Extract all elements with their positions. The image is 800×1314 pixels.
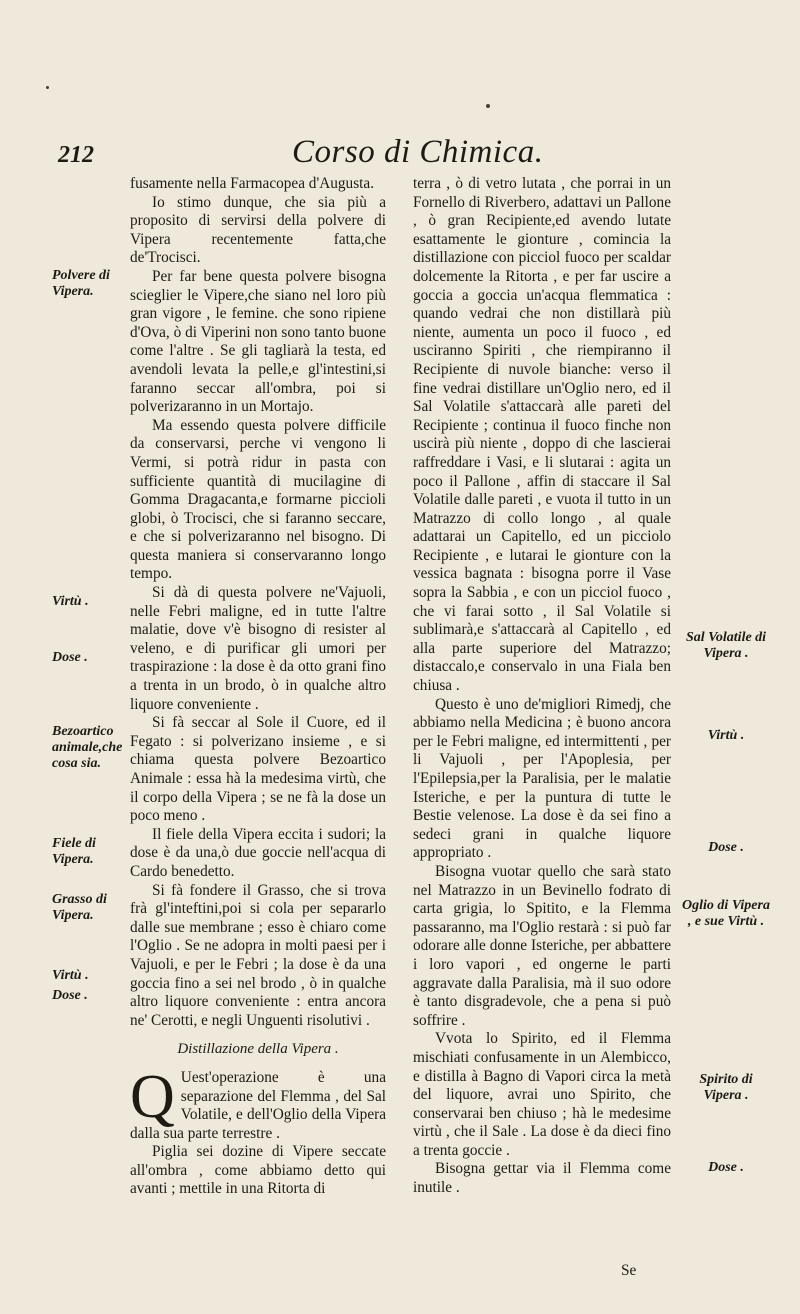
margin-note-spirito: Spirito di Vipera . [699, 1072, 753, 1103]
margin-note-virtu-right: Virtù . [707, 728, 745, 743]
drop-cap: Q [130, 1062, 175, 1131]
section-title: Distillazione della Vipera . [177, 1041, 339, 1058]
paragraph: terra , ò di vetro lutata , che porrai in un Fornello di Riverbero, adattavi un Pallone , ò gran Recipiente,ed avendo lutate esattamente le gionture , comincia la distillazione con picciol fuoco per scaldar dolcemente la Ritorta , e per far uscire a goccia a goccia un'acqua flemmatica : quando vedrai che non distillarà più niente, aumenta un poco il fuoco , ed usciranno Spiriti , che riempiranno il Recipiente di nuvole bianche: verso il fine vedrai distillare un'Oglio nero, ed il Sal Volatile s'attaccarà alle pareti del Recipiente ; continua il fuoco finche non uscirà più niente , doppo di che lascierai raffreddare i Vasi, e li slutarai : agita un poco il Pallone , affin di staccare il Sal Volatile dalle pareti , e vuota il tutto in un Matrazzo di collo longo , al quale adattarai un Capitello, ed un picciolo Recipiente , e lutarai le gionture con la vessica bagnata : bisogna porre il Vase sopra la Sabbia , e con un picciol fuoco , che vi farai sotto , il Sal Volatile si sublimarà,e s'attaccarà al Capitello , ed alla parte superiore del Matrazzo; distaccalo,e conservalo in una Fiala ben chiusa . [413, 175, 671, 695]
margin-note-virtu: Virtù . [52, 594, 89, 609]
margin-note-oglio: Oglio di Vipera , e sue Virtù . [682, 898, 770, 929]
paragraph: Bisogna vuotar quello che sarà stato nel Matrazzo in un Bevinello fodrato di carta grigia, lo Spitito, e la Flemma passaranno, ma l'Oglio restarà : si può far odorare alle donne Isteriche, per abbattere i loro vapori , ed ongerne le parti aggravate dalla Paralisia, mà il suo odore è tanto disgradevole, che a pena si può soffrire . [413, 862, 671, 1029]
paragraph-text: Uest'operazione è una separazione del Flemma , del Sal Volatile, e dell'Oglio della Vipera dalla sua parte terrestre . [130, 1068, 386, 1142]
paragraph: Piglia sei dozine di Vipere seccate all'ombra , come abbiamo detto qui avanti ; mettile in una Ritorta di [130, 1143, 386, 1198]
paragraph: Si dà di questa polvere ne'Vajuoli, nelle Febri maligne, ed in tutte l'altre malatie, dove v'è bisogno di resister al veleno, e di purificar gli umori per traspirazione : la dose è da otto grani fino a trenta in un brodo, ò in qualche altro liquore conveniente . [130, 584, 386, 713]
paragraph: fusamente nella Farmacopea d'Augusta. [130, 175, 375, 192]
paragraph: Si fà seccar al Sole il Cuore, ed il Fegato : si polverizano insieme , e si chiama questa polvere Bezoartico Animale : essa hà la medesima virtù, che il corpo della Vipera ; se ne fà la dose un poco meno . [130, 714, 386, 825]
page-number: 212 [58, 142, 94, 168]
paragraph: Bisogna gettar via il Flemma come inutile . [413, 1160, 671, 1197]
running-title: Corso di Chimica. [292, 134, 544, 170]
paragraph: Vvota lo Spirito, ed il Flemma mischiati confusamente in un Alembicco, e distilla à Bagno di Vapori circa la metà del liquore, avrai uno Spirito, che conservarai ben chiuso ; hà le medesime virtù , che il Sale . La dose è da dieci fino a trenta goccie . [413, 1030, 671, 1159]
catchword: Se [621, 1262, 637, 1279]
margin-note-bezoartico: Bezoartico animale,che cosa sia. [52, 724, 123, 771]
margin-note-virtu-2: Virtù . [52, 968, 89, 983]
margin-note-polvere: Polvere di Vipera. [52, 268, 110, 299]
margin-note-dose: Dose . [52, 650, 88, 665]
paragraph: Per far bene questa polvere bisogna scieglier le Vipere,che siano nel loro più gran vigore , le femine. che sono ripiene d'Ova, ò di Viperini non sono tanto buone come l'altre . Se gli tagliarà la testa, ed avendoli levata la pelle,e gl'intestini,si faranno seccar all'ombra, poi si polverizaranno in un Mortajo. [130, 267, 386, 416]
right-column [413, 175, 671, 1198]
paragraph: Io stimo dunque, che sia più a proposito di servirsi della polvere di Vipera recentemente fatta,che de'Trocisci. [130, 193, 386, 267]
margin-note-grasso: Grasso di Vipera. [52, 892, 107, 923]
paragraph: Il fiele della Vipera eccita i sudori; la dose è da una,ò due goccie nell'acqua di Cardo benedetto. [130, 825, 386, 880]
margin-note-dose-right-2: Dose . [708, 1160, 744, 1175]
margin-note-dose-2: Dose . [52, 988, 88, 1003]
ink-speck [486, 104, 490, 108]
paragraph-dropcap [130, 1062, 386, 1143]
left-column [130, 175, 386, 1199]
margin-note-dose-right: Dose . [708, 840, 744, 855]
margin-note-sal-volatile: Sal Volatile di Vipera . [685, 630, 767, 661]
paragraph: Questo è uno de'migliori Rimedj, che abbiamo nella Medicina ; è buono ancora per le Febri maligne, ed intermittenti , per li Vajuoli , per l'Apoplesia, per l'Epilepsia,per la Paralisia, per le malatie Isteriche, e per la puntura di tutte le Bestie velenose. La dose è da sei fino a sedeci grani in qualche liquore appropriato . [413, 695, 671, 862]
paragraph: Ma essendo questa polvere difficile da conservarsi, perche vi vengono li Vermi, si potrà ridur in pasta con sufficiente quantità di mucilagine di Gomma Dragacanta,e formarne piccioli globi, ò Trocisci, che si faranno seccare, e che si polverizaranno nel bisogno. Di questa maniera si conservaranno longo tempo. [130, 416, 386, 583]
paragraph: Si fà fondere il Grasso, che si trova frà gl'inteftini,poi si cola per separarlo dalle sue membrane ; esso è chiaro come l'Oglio . Se ne adopra in molti paesi per i Vajuoli, e per le Febri ; la dose è da una goccia fino a sei nel brodo , ò in qualche altro liquore conveniente : entra ancora ne' Cerotti, e negli Unguenti risolutivi . [130, 881, 386, 1029]
margin-note-fiele: Fiele di Vipera. [52, 836, 96, 867]
ink-speck [46, 86, 49, 89]
